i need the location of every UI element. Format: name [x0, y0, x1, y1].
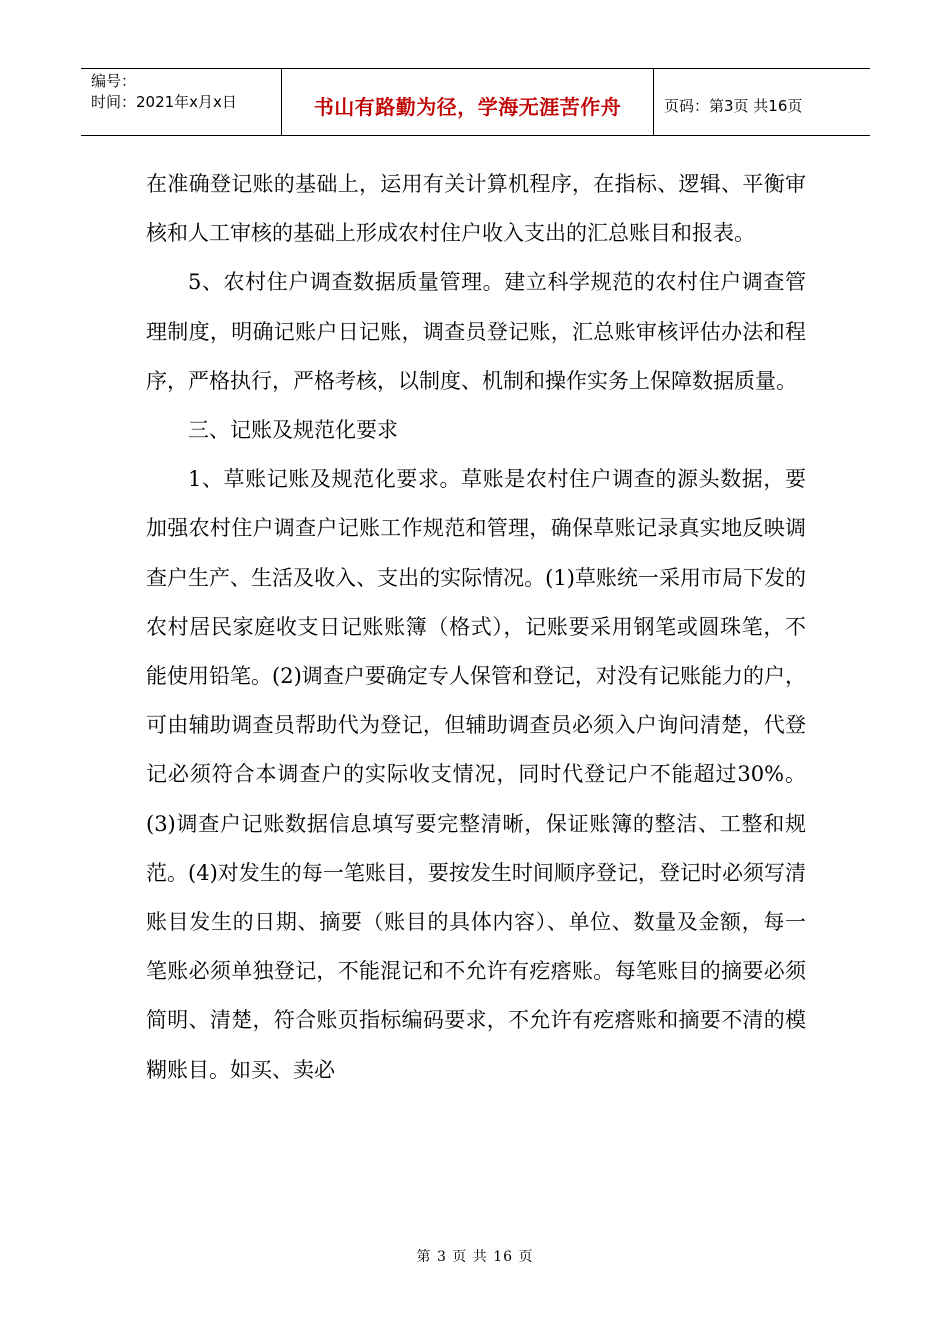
body-paragraph: 5、农村住户调查数据质量管理。建立科学规范的农村住户调查管理制度，明确记账户日记账，调查员登记账，汇总账审核评估办法和程序，严格执行，严格考核，以制度、机制和操作实务上保障数据质量。	[146, 270, 806, 393]
header-motto: 书山有路勤为径，学海无涯苦作舟	[313, 94, 622, 119]
section-heading: 三、记账及规范化要求	[188, 418, 398, 443]
body-paragraph-continued: 在准确登记账的基础上，运用有关计算机程序，在指标、逻辑、平衡审核和人工审核的基础上形成农村住户收入支出的汇总账目和报表。	[146, 172, 806, 246]
page-footer: 第 3 页 共 16 页	[416, 1249, 534, 1265]
header-motto-cell	[282, 69, 654, 135]
header-table	[81, 68, 870, 136]
document-body	[146, 160, 806, 1095]
body-paragraph: 1、草账记账及规范化要求。草账是农村住户调查的源头数据，要加强农村住户调查户记账工作规范和管理，确保草账记录真实地反映调查户生产、生活及收入、支出的实际情况。(1)草账统一采用市局下发的农村居民家庭收支日记账账簿（格式），记账要采用钢笔或圆珠笔，不能使用铅笔。(2)调查户要确定专人保管和登记，对没有记账能力的户，可由辅助调查员帮助代为登记，但辅助调查员必须入户询问清楚，代登记必须符合本调查户的实际收支情况，同时代登记户不能超过30%。(3)调查户记账数据信息填写要完整清晰，保证账簿的整洁、工整和规范。(4)对发生的每一笔账目，要按发生时间顺序登记，登记时必须写清账目发生的日期、摘要（账目的具体内容）、单位、数量及金额，每一笔账必须单独登记，不能混记和不允许有疙瘩账。每笔账目的摘要必须简明、清楚，符合账页指标编码要求，不允许有疙瘩账和摘要不清的模糊账目。如买、卖必	[146, 467, 806, 1082]
document-time-label: 时间：2021年x月x日	[91, 93, 237, 111]
header-meta-cell	[81, 69, 282, 135]
header-page-cell	[654, 69, 870, 135]
header-page-label: 页码：第3页 共16页	[664, 96, 803, 115]
document-number-label: 编号：	[91, 72, 137, 90]
